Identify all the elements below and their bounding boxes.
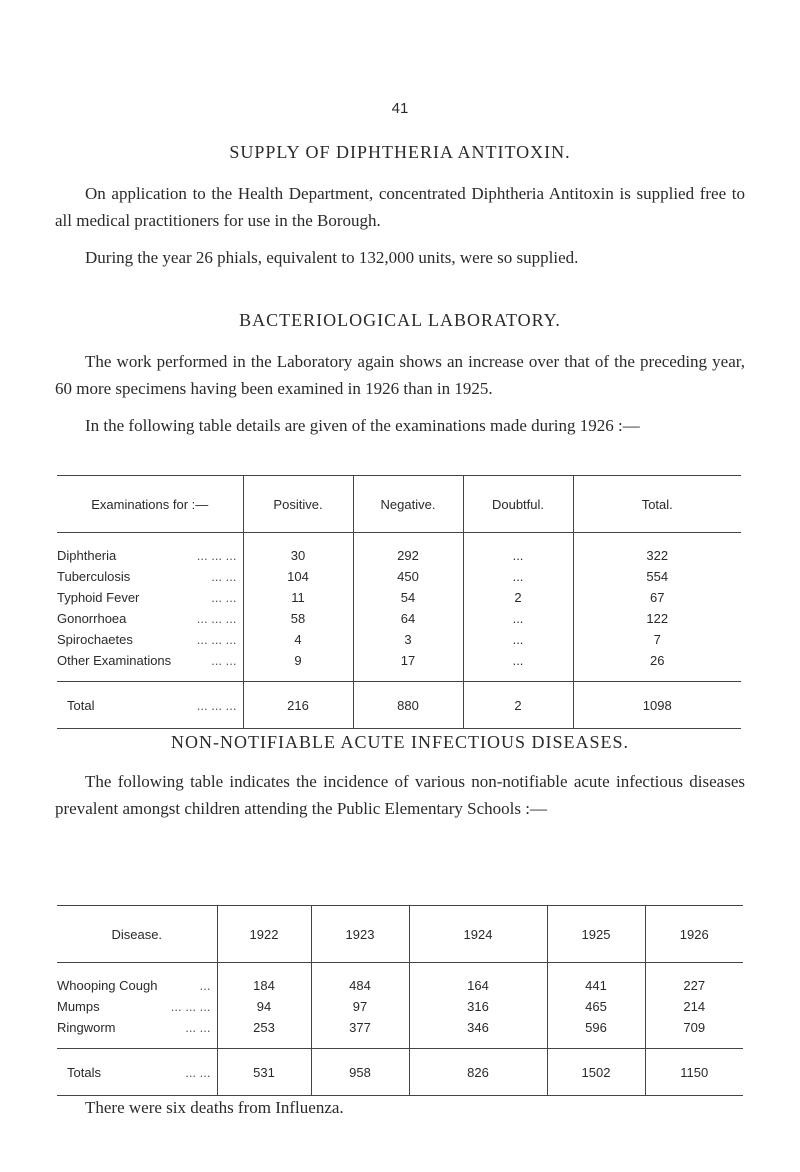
year-cell: 94 xyxy=(217,996,311,1017)
column-header: Doubtful. xyxy=(463,476,573,533)
year-cell: 377 xyxy=(311,1017,409,1049)
table-total-row xyxy=(57,1049,743,1096)
row-label: Diphtheria xyxy=(57,548,117,563)
year-cell: 184 xyxy=(217,963,311,997)
column-header: Disease. xyxy=(57,906,217,963)
year-cell: 465 xyxy=(547,996,645,1017)
doubtful-cell: ... xyxy=(463,533,573,567)
negative-cell: 292 xyxy=(353,533,463,567)
table-header-row xyxy=(57,906,743,963)
section-title-antitoxin: SUPPLY OF DIPHTHERIA ANTITOXIN. xyxy=(229,142,571,162)
table-header-row xyxy=(57,476,741,533)
total-cell: 67 xyxy=(573,587,741,608)
year-cell: 596 xyxy=(547,1017,645,1049)
row-label: Typhoid Fever xyxy=(57,590,140,605)
total-cell: 322 xyxy=(573,533,741,567)
year-cell: 97 xyxy=(311,996,409,1017)
grand-total: 1098 xyxy=(573,682,741,729)
table-row xyxy=(57,587,741,608)
row-label: Gonorrhoea xyxy=(57,611,127,626)
table-row xyxy=(57,566,741,587)
column-header: 1922 xyxy=(217,906,311,963)
table-row xyxy=(57,608,741,629)
leader-dots: ... ... xyxy=(211,569,237,584)
positive-cell: 9 xyxy=(243,650,353,682)
column-header: Positive. xyxy=(243,476,353,533)
year-cell: 227 xyxy=(645,963,743,997)
table-row xyxy=(57,1017,743,1049)
leader-dots: ... ... xyxy=(185,1064,211,1080)
year-cell: 484 xyxy=(311,963,409,997)
doubtful-cell: ... xyxy=(463,566,573,587)
doubtful-total: 2 xyxy=(463,682,573,729)
leader-dots: ... ... ... xyxy=(196,632,237,647)
doubtful-cell: ... xyxy=(463,629,573,650)
year-total: 1502 xyxy=(547,1049,645,1096)
row-label: Tuberculosis xyxy=(57,569,131,584)
row-label: Ringworm xyxy=(57,1020,116,1035)
negative-cell: 17 xyxy=(353,650,463,682)
positive-cell: 104 xyxy=(243,566,353,587)
negative-cell: 64 xyxy=(353,608,463,629)
column-header: 1925 xyxy=(547,906,645,963)
year-cell: 164 xyxy=(409,963,547,997)
negative-total: 880 xyxy=(353,682,463,729)
leader-dots: ... xyxy=(199,978,211,993)
section-title-non-notifiable: NON-NOTIFIABLE ACUTE INFECTIOUS DISEASES. xyxy=(171,732,629,752)
positive-cell: 11 xyxy=(243,587,353,608)
column-header: Total. xyxy=(573,476,741,533)
year-cell: 441 xyxy=(547,963,645,997)
table-row xyxy=(57,996,743,1017)
column-header: Examinations for :— xyxy=(57,476,243,533)
year-total: 1150 xyxy=(645,1049,743,1096)
positive-cell: 4 xyxy=(243,629,353,650)
influenza-note: There were six deaths from Influenza. xyxy=(85,1098,344,1117)
negative-cell: 450 xyxy=(353,566,463,587)
year-cell: 253 xyxy=(217,1017,311,1049)
leader-dots: ... ... ... xyxy=(170,999,211,1014)
doubtful-cell: ... xyxy=(463,650,573,682)
row-label: Mumps xyxy=(57,999,100,1014)
year-cell: 346 xyxy=(409,1017,547,1049)
table-total-row xyxy=(57,682,741,729)
year-total: 826 xyxy=(409,1049,547,1096)
antitoxin-paragraph-1: On application to the Health Department, concentrated Diphtheria Antitoxin is supplied free to all medical practitioners for use in the Borough. xyxy=(55,184,745,230)
doubtful-cell: ... xyxy=(463,608,573,629)
negative-cell: 54 xyxy=(353,587,463,608)
leader-dots: ... ... ... xyxy=(196,548,237,563)
row-label: Other Examinations xyxy=(57,653,172,668)
column-header: 1926 xyxy=(645,906,743,963)
leader-dots: ... ... ... xyxy=(196,611,237,626)
leader-dots: ... ... xyxy=(211,590,237,605)
positive-cell: 58 xyxy=(243,608,353,629)
leader-dots: ... ... xyxy=(211,653,237,668)
table-row xyxy=(57,629,741,650)
year-total: 531 xyxy=(217,1049,311,1096)
laboratory-paragraph-1: The work performed in the Laboratory again shows an increase over that of the preceding year, 60 more specimens having been examined in 1926 than in 1925. xyxy=(55,352,745,398)
row-label: Totals xyxy=(67,1064,101,1080)
disease-table xyxy=(57,905,743,1096)
table-row xyxy=(57,650,741,682)
antitoxin-paragraph-2: During the year 26 phials, equivalent to 132,000 units, were so supplied. xyxy=(85,248,579,267)
year-total: 958 xyxy=(311,1049,409,1096)
total-cell: 122 xyxy=(573,608,741,629)
positive-cell: 30 xyxy=(243,533,353,567)
year-cell: 709 xyxy=(645,1017,743,1049)
row-label: Whooping Cough xyxy=(57,978,158,993)
table-row xyxy=(57,533,741,567)
column-header: 1923 xyxy=(311,906,409,963)
section-title-laboratory: BACTERIOLOGICAL LABORATORY. xyxy=(239,310,561,330)
laboratory-table xyxy=(57,475,741,729)
negative-cell: 3 xyxy=(353,629,463,650)
doubtful-cell: 2 xyxy=(463,587,573,608)
laboratory-paragraph-2: In the following table details are given of the examinations made during 1926 :— xyxy=(85,416,640,435)
page-number: 41 xyxy=(391,100,409,117)
leader-dots: ... ... ... xyxy=(196,697,237,713)
row-label: Total xyxy=(67,697,95,713)
year-cell: 214 xyxy=(645,996,743,1017)
column-header: 1924 xyxy=(409,906,547,963)
non-notifiable-paragraph: The following table indicates the incidence of various non-notifiable acute infectious diseases prevalent amongst children attending the Public Elementary Schools :— xyxy=(55,772,745,818)
year-cell: 316 xyxy=(409,996,547,1017)
positive-total: 216 xyxy=(243,682,353,729)
total-cell: 7 xyxy=(573,629,741,650)
row-label: Spirochaetes xyxy=(57,632,133,647)
total-cell: 26 xyxy=(573,650,741,682)
total-cell: 554 xyxy=(573,566,741,587)
table-row xyxy=(57,963,743,997)
leader-dots: ... ... xyxy=(185,1020,211,1035)
column-header: Negative. xyxy=(353,476,463,533)
